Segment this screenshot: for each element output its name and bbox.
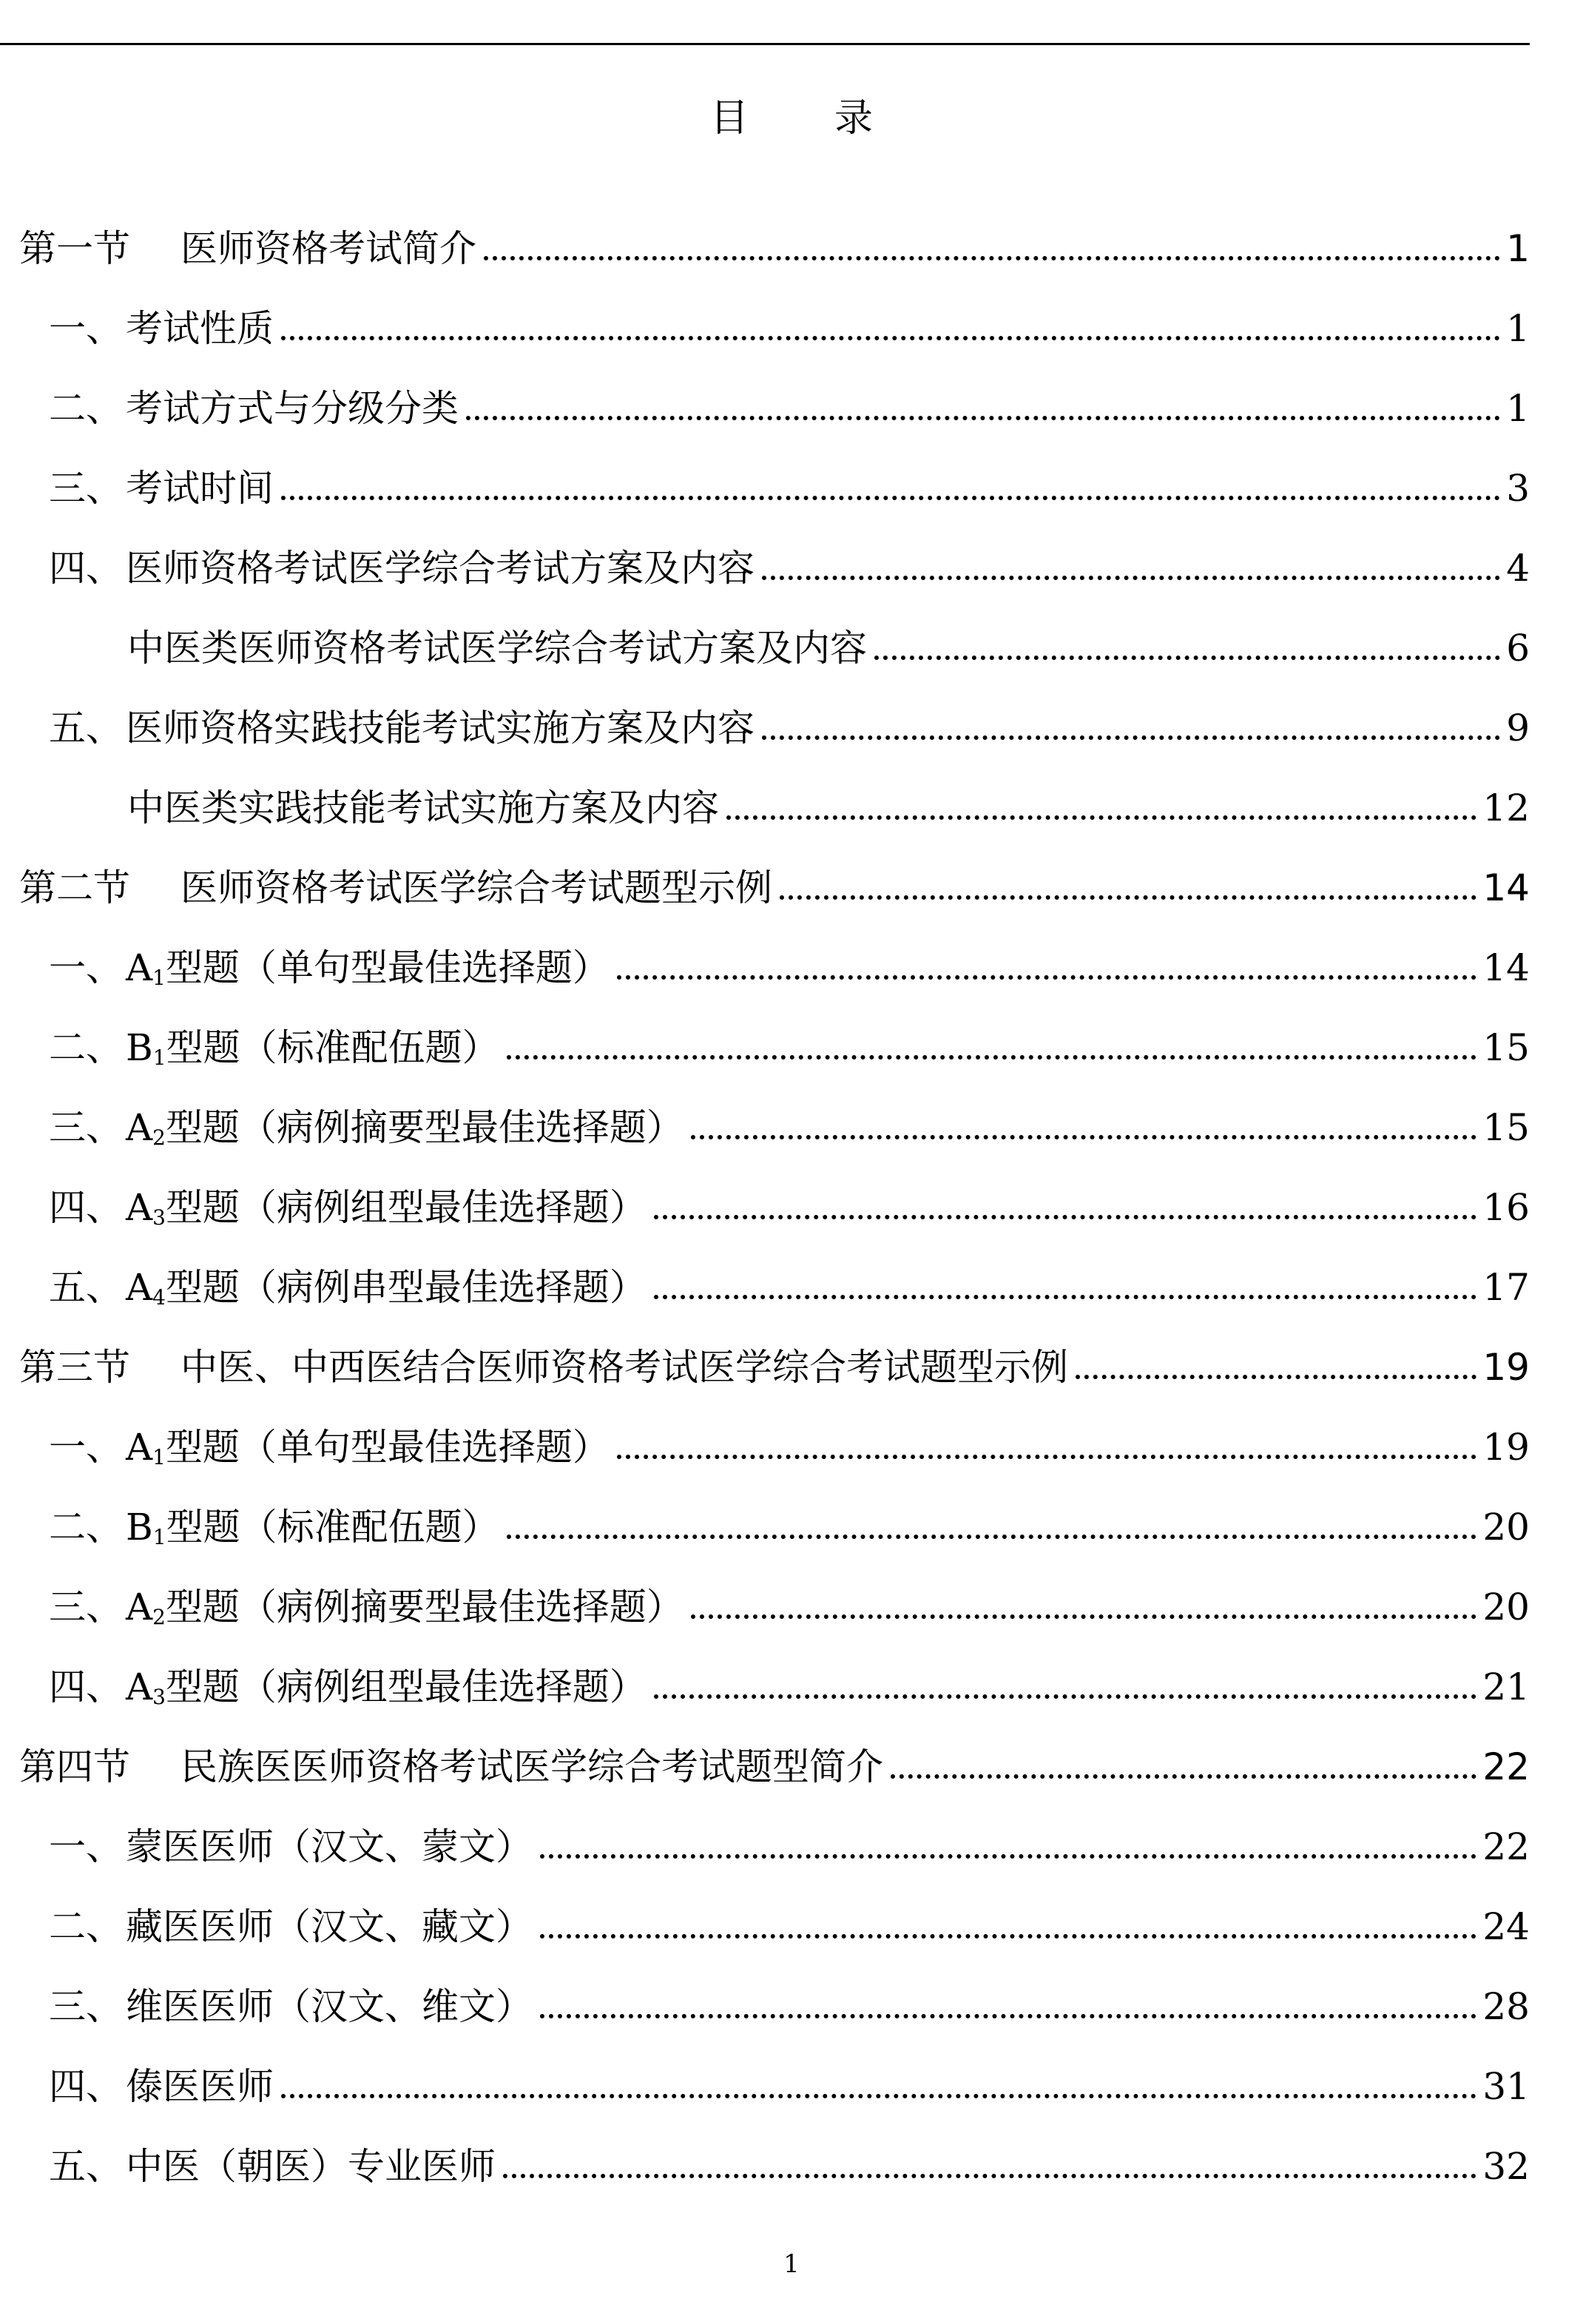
toc-entry-title: 型题（病例摘要型最佳选择题） (165, 1586, 684, 1629)
toc-entry-number: 五、 (49, 707, 123, 750)
toc-entry-heading (38, 1665, 647, 1709)
toc-title-char-1: 目 (709, 96, 749, 141)
toc-entry-title: 医师资格实践技能考试实施方案及内容 (126, 707, 755, 750)
toc-entry-title: 考试方式与分级分类 (126, 387, 459, 430)
toc-entry-number: 第一节 (19, 227, 130, 270)
toc-entry-title: 藏医医师（汉文、藏文） (126, 1905, 533, 1948)
toc-entry-item[interactable] (0, 997, 1530, 1077)
toc-entry-title: 中医、中西医结合医师资格考试医学综合考试题型示例 (180, 1346, 1068, 1389)
question-type-subscript: 3 (152, 1685, 166, 1709)
toc-entry-page: 15 (1482, 1026, 1530, 1069)
toc-entry-title: 考试性质 (126, 307, 274, 350)
toc-entry-title: 民族医医师资格考试医学综合考试题型简介 (180, 1745, 883, 1788)
dot-leader (617, 1455, 1476, 1459)
toc-entry-label (126, 707, 755, 750)
dot-leader (466, 416, 1500, 420)
toc-entry-item[interactable] (0, 1796, 1530, 1876)
question-type-letter: B (126, 1506, 153, 1549)
toc-entry-heading (38, 1265, 647, 1310)
table-of-contents (0, 198, 1530, 2196)
toc-entry-number: 三、 (49, 1586, 123, 1629)
header-rule (0, 43, 1530, 45)
toc-entry-title: 蒙医医师（汉文、蒙文） (126, 1825, 533, 1868)
toc-entry-heading (127, 786, 719, 830)
toc-entry-label (180, 227, 476, 270)
toc-entry-item[interactable] (0, 1237, 1530, 1317)
toc-entry-heading (38, 1585, 684, 1629)
question-type-subscript: 1 (152, 1045, 166, 1070)
toc-entry-heading (38, 946, 610, 990)
question-type-subscript: 4 (152, 1285, 166, 1310)
toc-entry-subitem[interactable] (0, 598, 1530, 678)
toc-entry-title: 医师资格考试简介 (180, 227, 476, 270)
toc-entry-page: 1 (1506, 307, 1530, 350)
question-type-subscript: 3 (152, 1205, 166, 1230)
toc-entry-label (180, 1745, 883, 1788)
toc-entry-number: 三、 (49, 467, 123, 510)
dot-leader (874, 656, 1500, 660)
toc-entry-item[interactable] (0, 917, 1530, 997)
toc-entry-label (126, 2065, 274, 2108)
toc-entry-label (126, 1506, 499, 1549)
toc-entry-label (126, 1026, 499, 1069)
toc-entry-page: 22 (1482, 1745, 1530, 1788)
toc-entry-heading (38, 466, 274, 511)
toc-entry-page: 14 (1482, 866, 1530, 909)
toc-entry-heading (9, 1345, 1068, 1390)
toc-entry-heading (38, 386, 459, 431)
question-type-subscript: 1 (152, 1525, 166, 1549)
dot-leader (691, 1135, 1476, 1139)
toc-entry-label (126, 1266, 647, 1309)
toc-entry-page: 21 (1482, 1665, 1530, 1708)
toc-entry-item[interactable] (0, 358, 1530, 438)
toc-entry-page: 19 (1482, 1346, 1530, 1389)
toc-entry-title: 型题（病例组型最佳选择题） (165, 1186, 647, 1229)
toc-entry-page: 22 (1482, 1825, 1530, 1868)
toc-entry-title: 型题（病例摘要型最佳选择题） (165, 1106, 684, 1149)
question-type-letter: A (126, 1586, 153, 1629)
question-type-letter: A (126, 1106, 153, 1149)
toc-entry-page: 14 (1482, 946, 1530, 989)
toc-entry-label (126, 307, 274, 350)
question-type-letter: A (126, 1186, 153, 1229)
toc-entry-page: 28 (1482, 1985, 1530, 2028)
toc-entry-heading (38, 2144, 496, 2189)
toc-entry-heading (9, 226, 476, 271)
dot-leader (780, 895, 1476, 900)
toc-entry-number: 第三节 (19, 1346, 130, 1389)
toc-entry-item[interactable] (0, 1956, 1530, 2036)
toc-entry-title: 型题（病例组型最佳选择题） (165, 1665, 647, 1708)
toc-entry-item[interactable] (0, 678, 1530, 758)
toc-entry-number: 五、 (49, 2145, 123, 2188)
toc-entry-number: 二、 (49, 1026, 123, 1069)
toc-entry-section[interactable] (0, 1317, 1530, 1397)
toc-entry-title: 医师资格考试医学综合考试题型示例 (180, 866, 772, 909)
toc-entry-page: 3 (1506, 467, 1530, 510)
dot-leader (484, 256, 1500, 260)
toc-entry-title: 中医（朝医）专业医师 (126, 2145, 496, 2188)
dot-leader (654, 1295, 1476, 1299)
toc-entry-label (126, 1186, 647, 1229)
question-type-letter: A (126, 1426, 153, 1469)
toc-entry-number: 二、 (49, 1905, 123, 1948)
question-type-letter: A (126, 1266, 153, 1309)
question-type-subscript: 2 (152, 1605, 166, 1629)
toc-entry-item[interactable] (0, 518, 1530, 598)
footer-page-number: 1 (783, 2249, 800, 2279)
toc-entry-label (180, 866, 772, 909)
toc-entry-title: 医师资格考试医学综合考试方案及内容 (126, 547, 755, 590)
toc-entry-item[interactable] (0, 278, 1530, 358)
toc-entry-heading (38, 1025, 499, 1070)
toc-entry-page: 6 (1506, 627, 1530, 670)
toc-entry-number: 一、 (49, 946, 123, 989)
dot-leader (540, 1854, 1476, 1859)
dot-leader (654, 1694, 1476, 1699)
toc-entry-page: 31 (1482, 2065, 1530, 2108)
toc-entry-page: 24 (1482, 1905, 1530, 1948)
toc-entry-title: 傣医医师 (126, 2065, 274, 2108)
toc-entry-label (126, 1106, 684, 1149)
toc-entry-heading (127, 626, 867, 670)
toc-entry-label (126, 1665, 647, 1708)
toc-entry-label (126, 1905, 533, 1948)
toc-entry-number: 二、 (49, 387, 123, 430)
toc-entry-label (126, 547, 755, 590)
toc-entry-heading (38, 1984, 533, 2029)
toc-entry-subitem[interactable] (0, 758, 1530, 838)
toc-entry-title: 型题（单句型最佳选择题） (165, 946, 610, 989)
toc-entry-title: 型题（病例串型最佳选择题） (165, 1266, 647, 1309)
dot-leader (891, 1774, 1476, 1779)
toc-entry-heading (38, 1505, 499, 1549)
toc-entry-number: 一、 (49, 307, 123, 350)
toc-title (0, 96, 1583, 141)
toc-entry-heading (38, 306, 274, 351)
toc-entry-label (127, 627, 867, 670)
question-type-letter: A (126, 946, 153, 989)
toc-entry-label (126, 1586, 684, 1629)
toc-entry-page: 16 (1482, 1186, 1530, 1229)
toc-entry-page: 20 (1482, 1586, 1530, 1629)
toc-entry-number: 四、 (49, 1186, 123, 1229)
toc-entry-heading (38, 546, 755, 590)
toc-entry-heading (9, 866, 772, 910)
toc-entry-page: 19 (1482, 1426, 1530, 1469)
dot-leader (762, 576, 1500, 580)
toc-entry-page: 1 (1506, 227, 1530, 270)
toc-entry-heading (38, 1105, 684, 1150)
dot-leader (762, 735, 1500, 740)
toc-entry-label (126, 387, 459, 430)
dot-leader (281, 336, 1500, 340)
toc-entry-item[interactable] (0, 1157, 1530, 1237)
question-type-subscript: 1 (152, 1445, 166, 1469)
toc-entry-number: 四、 (49, 2065, 123, 2108)
toc-entry-item[interactable] (0, 438, 1530, 518)
toc-entry-title: 型题（标准配伍题） (166, 1026, 499, 1069)
toc-entry-heading (38, 1825, 533, 1869)
toc-entry-item[interactable] (0, 1477, 1530, 1557)
toc-entry-number: 一、 (49, 1426, 123, 1469)
toc-entry-title: 中医类医师资格考试医学综合考试方案及内容 (127, 627, 867, 670)
question-type-subscript: 2 (152, 1125, 166, 1150)
toc-entry-heading (38, 2064, 274, 2109)
toc-entry-number: 第四节 (19, 1745, 130, 1788)
toc-entry-heading (38, 706, 755, 750)
toc-entry-title: 型题（标准配伍题） (166, 1506, 499, 1549)
toc-entry-title: 考试时间 (126, 467, 274, 510)
dot-leader (691, 1614, 1476, 1619)
toc-entry-heading (38, 1185, 647, 1230)
toc-entry-label (127, 787, 719, 829)
toc-entry-title: 维医医师（汉文、维文） (126, 1985, 533, 2028)
toc-entry-section[interactable] (0, 838, 1530, 917)
toc-entry-number: 第二节 (19, 866, 130, 909)
toc-entry-section[interactable] (0, 1717, 1530, 1796)
toc-entry-label (126, 1825, 533, 1868)
toc-entry-label (180, 1346, 1068, 1389)
question-type-subscript: 1 (152, 966, 166, 990)
toc-entry-item[interactable] (0, 1557, 1530, 1637)
toc-entry-heading (38, 1425, 610, 1469)
toc-entry-page: 17 (1482, 1266, 1530, 1309)
toc-entry-item[interactable] (0, 1077, 1530, 1157)
toc-entry-item[interactable] (0, 1637, 1530, 1717)
toc-entry-heading (9, 1745, 883, 1789)
toc-entry-page: 9 (1506, 707, 1530, 750)
toc-entry-page: 12 (1482, 787, 1530, 829)
toc-entry-item[interactable] (0, 2036, 1530, 2116)
toc-entry-number: 三、 (49, 1985, 123, 2028)
toc-entry-title: 中医类实践技能考试实施方案及内容 (127, 787, 719, 829)
toc-title-char-2: 录 (834, 96, 874, 141)
toc-entry-label (126, 467, 274, 510)
toc-entry-page: 4 (1506, 547, 1530, 590)
toc-entry-label (126, 1426, 610, 1469)
dot-leader (281, 2094, 1476, 2098)
dot-leader (654, 1215, 1476, 1219)
toc-entry-label (126, 2145, 496, 2188)
dot-leader (503, 2174, 1476, 2178)
toc-entry-item[interactable] (0, 2116, 1530, 2196)
toc-entry-label (126, 946, 610, 989)
toc-entry-number: 三、 (49, 1106, 123, 1149)
toc-entry-number: 二、 (49, 1506, 123, 1549)
toc-entry-number: 五、 (49, 1266, 123, 1309)
question-type-letter: B (126, 1026, 153, 1069)
toc-entry-page: 20 (1482, 1506, 1530, 1549)
dot-leader (1076, 1375, 1476, 1379)
toc-entry-item[interactable] (0, 1876, 1530, 1956)
toc-entry-page: 32 (1482, 2145, 1530, 2188)
toc-entry-number: 四、 (49, 1665, 123, 1708)
toc-entry-section[interactable] (0, 198, 1530, 278)
question-type-letter: A (126, 1665, 153, 1708)
toc-entry-number: 一、 (49, 1825, 123, 1868)
dot-leader (726, 815, 1476, 820)
toc-entry-item[interactable] (0, 1397, 1530, 1477)
dot-leader (540, 1934, 1476, 1939)
toc-entry-page: 15 (1482, 1106, 1530, 1149)
dot-leader (507, 1055, 1477, 1060)
toc-entry-heading (38, 1904, 533, 1949)
dot-leader (617, 975, 1476, 980)
toc-entry-title: 型题（单句型最佳选择题） (165, 1426, 610, 1469)
toc-entry-page: 1 (1506, 387, 1530, 430)
dot-leader (540, 2014, 1476, 2018)
dot-leader (507, 1535, 1477, 1539)
toc-entry-label (126, 1985, 533, 2028)
dot-leader (281, 496, 1500, 500)
toc-entry-number: 四、 (49, 547, 123, 590)
